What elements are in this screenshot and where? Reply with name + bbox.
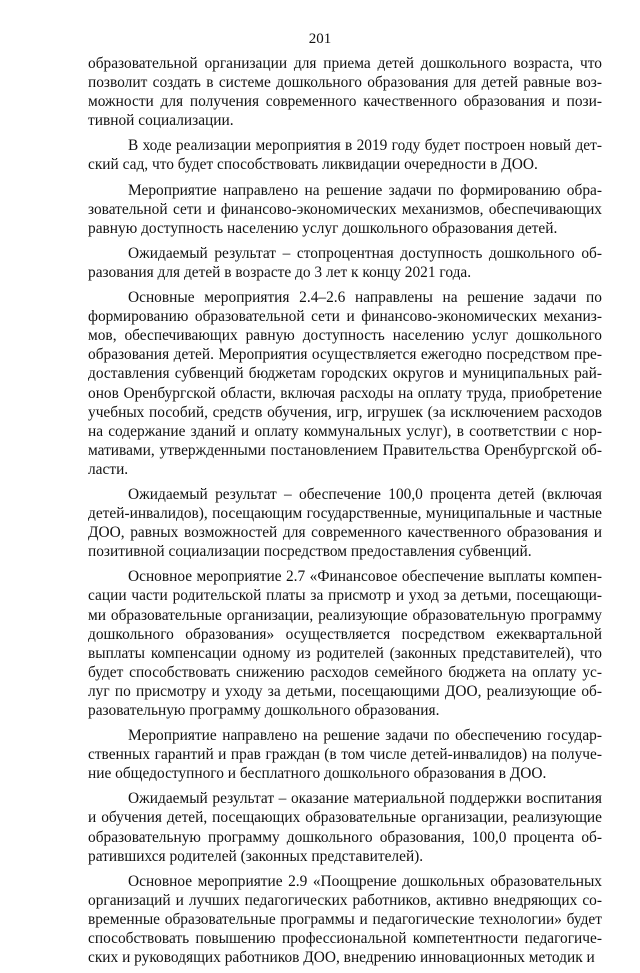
paragraph-4: Ожидаемый результат – стопроцентная доступность дошкольного образования для детей в возрасте до 3 лет к концу 2021 года. [88,244,602,281]
paragraph-9: Ожидаемый результат – оказание материальной поддержки воспитания и обучения детей, посещающих образовательные организации, реализующие образовательную программу дошкольного образования, 100,0 процента обратившихся родителей (законных представителей). [88,790,602,865]
paragraph-2: В ходе реализации мероприятия в 2019 году будет построен новый детский сад, что будет способствовать ликвидации очередности в ДОО. [88,137,602,174]
paragraph-6: Ожидаемый результат – обеспечение 100,0 процента детей (включая детей-инвалидов), посещающим государственные, муниципальные и частные ДОО, равных возможностей для современного качественного образования и позитивной социализации посредством предоставления субвенций. [88,485,602,561]
paragraph-1: образовательной организации для приема детей дошкольного возраста, что позволит создать в системе дошкольного образования для детей равные возможности для получения современного качественного образования и позитивной социализации. [88,55,602,130]
page-number: 201 [308,31,332,47]
paragraph-7: Основное мероприятие 2.7 «Финансовое обеспечение выплаты компенсации части родительской платы за присмотр и уход за детьми, посещающими образовательные организации, реализующие образовательную программу дошкольного образования» осуществляется посредством ежеквартальной выплаты компенсации одному из родителей (законных представителей), что будет способствовать снижению расходов семейного бюджета на оплату услуг по присмотру и уходу за детьми, посещающими ДОО, реализующие образовательную программу дошкольного образования. [88,568,602,719]
paragraph-3: Мероприятие направлено на решение задачи по формированию образовательной сети и финансово-экономических механизмов, обеспечивающих равную доступность населению услуг дошкольного образования детей. [88,181,602,237]
document-body [88,54,602,973]
paragraph-10: Основное мероприятие 2.9 «Поощрение дошкольных образовательных организаций и лучших педагогических работников, активно внедряющих современные образовательные программы и педагогические технологии» будет способствовать повышению профессиональной компетентности педагогических и руководящих работников ДОО, внедрению инновационных методик и [88,872,602,967]
paragraph-8: Мероприятие направлено на решение задачи по обеспечению государственных гарантий и прав граждан (в том числе детей-инвалидов) на получение общедоступного и бесплатного дошкольного образования в ДОО. [88,727,602,783]
paragraph-5: Основные мероприятия 2.4–2.6 направлены на решение задачи по формированию образовательной сети и финансово-экономических механизмов, обеспечивающих равную доступность населению услуг дошкольного образования детей. Мероприятия осуществляется ежегодно посредством предоставления субвенций бюджетам городских округов и муниципальных районов Оренбургской области, включая расходы на оплату труда, приобретение учебных пособий, средств обучения, игр, игрушек (за исключением расходов на содержание зданий и оплату коммунальных услуг), в соответствии с нормативами, утвержденными постановлением Правительства Оренбургской области. [88,289,602,478]
